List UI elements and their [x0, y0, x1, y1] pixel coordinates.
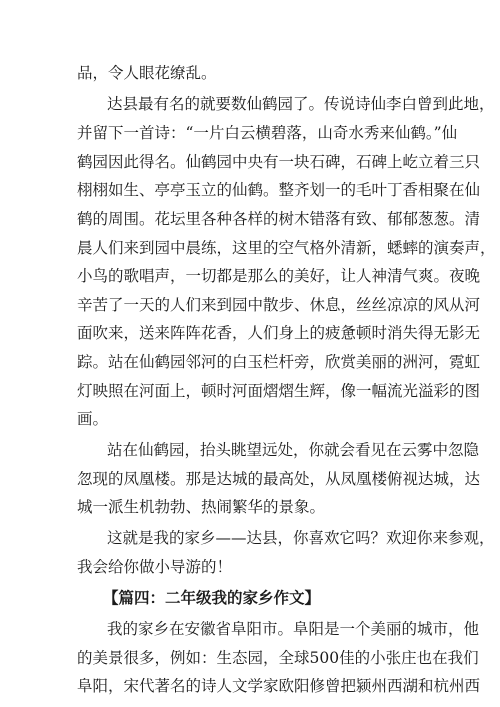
text-line: 阜阳，宋代著名的诗人文学家欧阳修曾把颍州西湖和杭州西 [77, 677, 481, 695]
text-line: 面吹来，送来阵阵花香，人们身上的疲惫顿时消失得无影无 [77, 324, 481, 342]
text-line: 品，令人眼花缭乱。 [77, 64, 217, 82]
text-line: 辛苦了一天的人们来到园中散步、休息，丝丝凉凉的风从河 [77, 296, 481, 314]
text-line: 踪。站在仙鹤园邻河的白玉栏杆旁，欣赏美丽的洲河，霓虹 [77, 353, 481, 371]
text-line: 达县最有名的就要数仙鹤园了。传说诗仙李白曾到此地， [107, 95, 495, 113]
text-line: 忽现的凤凰楼。那是达城的最高处，从凤凰楼俯视达城，达 [77, 470, 481, 488]
text-line: 鹤园因此得名。仙鹤园中央有一块石碑，石碑上屹立着三只 [77, 153, 481, 171]
text-line: 晨人们来到园中晨练，这里的空气格外清新，蟋蟀的演奏声， [77, 239, 496, 257]
text-line: 这就是我的家乡——达县，你喜欢它吗？欢迎你来参观， [107, 529, 495, 547]
text-line: 灯映照在河面上，顿时河面熠熠生辉，像一幅流光溢彩的图 [77, 382, 481, 400]
text-line: 栩栩如生、亭亭玉立的仙鹤。整齐划一的毛叶丁香相聚在仙 [77, 181, 481, 199]
text-line: 站在仙鹤园，抬头眺望远处，你就会看见在云雾中忽隐 [107, 441, 480, 459]
text-line: 并留下一首诗：“一片白云横碧落，山奇水秀来仙鹤。”仙 [77, 124, 458, 142]
text-line: 城一派生机勃勃、热闹繁华的景象。 [77, 498, 326, 516]
text-line: 的美景很多，例如：生态园，全球500佳的小张庄也在我们 [77, 649, 479, 667]
text-line: 鹤的周围。花坛里各种各样的树木错落有致、郁郁葱葱。清 [77, 210, 481, 228]
text-line: 小鸟的歌唱声，一切都是那么的美好，让人神清气爽。夜晚 [77, 267, 481, 285]
text-line: 我的家乡在安徽省阜阳市。阜阳是一个美丽的城市，他 [107, 620, 480, 638]
text-line: 画。 [77, 410, 109, 428]
text-line: 我会给你做小导游的！ [77, 558, 233, 576]
section-heading: 【篇四：二年级我的家乡作文】 [103, 588, 321, 607]
